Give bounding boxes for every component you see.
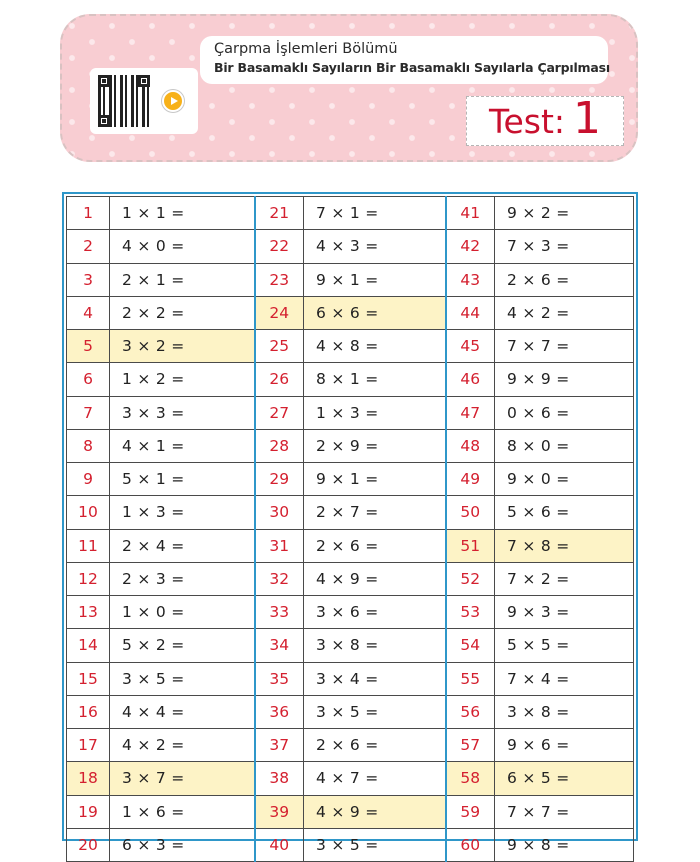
problem-expression[interactable]: 7 × 2 = — [495, 562, 634, 595]
problem-number: 34 — [255, 629, 304, 662]
problem-number: 53 — [446, 596, 495, 629]
problem-expression[interactable]: 4 × 2 = — [495, 296, 634, 329]
problem-expression[interactable]: 9 × 1 = — [304, 263, 446, 296]
problem-expression[interactable]: 1 × 0 = — [110, 596, 255, 629]
problem-expression[interactable]: 4 × 7 = — [304, 762, 446, 795]
problem-expression[interactable]: 2 × 9 = — [304, 429, 446, 462]
problem-expression[interactable]: 7 × 8 = — [495, 529, 634, 562]
problem-expression[interactable]: 6 × 6 = — [304, 296, 446, 329]
problem-number: 30 — [255, 496, 304, 529]
qr-code-icon[interactable] — [98, 75, 150, 127]
problem-number: 50 — [446, 496, 495, 529]
problem-expression[interactable]: 6 × 5 = — [495, 762, 634, 795]
table-row — [67, 463, 634, 496]
problem-expression[interactable]: 8 × 0 = — [495, 429, 634, 462]
table-row — [67, 596, 634, 629]
problem-expression[interactable]: 1 × 3 = — [304, 396, 446, 429]
table-row — [67, 429, 634, 462]
problem-number: 51 — [446, 529, 495, 562]
table-row — [67, 695, 634, 728]
table-row — [67, 230, 634, 263]
problem-number: 17 — [67, 729, 110, 762]
problem-number: 40 — [255, 828, 304, 861]
problem-number: 25 — [255, 330, 304, 363]
problem-number: 3 — [67, 263, 110, 296]
table-row — [67, 562, 634, 595]
problem-expression[interactable]: 4 × 1 = — [110, 429, 255, 462]
qr-finder-icon — [98, 115, 110, 127]
problem-expression[interactable]: 4 × 0 = — [110, 230, 255, 263]
table-row — [67, 795, 634, 828]
problem-expression[interactable]: 1 × 1 = — [110, 197, 255, 230]
problem-number: 6 — [67, 363, 110, 396]
problem-expression[interactable]: 5 × 5 = — [495, 629, 634, 662]
problem-number: 44 — [446, 296, 495, 329]
problem-expression[interactable]: 2 × 4 = — [110, 529, 255, 562]
problem-number: 43 — [446, 263, 495, 296]
problem-expression[interactable]: 9 × 2 = — [495, 197, 634, 230]
table-row — [67, 197, 634, 230]
table-row — [67, 762, 634, 795]
section-title: Çarpma İşlemleri Bölümü — [214, 41, 398, 57]
problem-number: 32 — [255, 562, 304, 595]
table-row — [67, 629, 634, 662]
header-card — [60, 14, 638, 162]
problem-expression[interactable]: 3 × 2 = — [110, 330, 255, 363]
problem-number: 4 — [67, 296, 110, 329]
problem-expression[interactable]: 4 × 8 = — [304, 330, 446, 363]
problem-expression[interactable]: 7 × 1 = — [304, 197, 446, 230]
table-row — [67, 396, 634, 429]
problem-number: 39 — [255, 795, 304, 828]
problem-expression[interactable]: 4 × 9 = — [304, 562, 446, 595]
problem-number: 5 — [67, 330, 110, 363]
problem-expression[interactable]: 1 × 6 = — [110, 795, 255, 828]
problem-expression[interactable]: 6 × 3 = — [110, 828, 255, 861]
problem-expression[interactable]: 2 × 7 = — [304, 496, 446, 529]
problems-table-frame — [62, 192, 638, 854]
problem-number: 23 — [255, 263, 304, 296]
problem-expression[interactable]: 4 × 9 = — [304, 795, 446, 828]
problem-number: 57 — [446, 729, 495, 762]
problem-number: 47 — [446, 396, 495, 429]
problem-expression[interactable]: 3 × 4 = — [304, 662, 446, 695]
problem-number: 42 — [446, 230, 495, 263]
problem-expression[interactable]: 2 × 6 = — [495, 263, 634, 296]
problem-expression[interactable]: 8 × 1 = — [304, 363, 446, 396]
problem-expression[interactable]: 9 × 6 = — [495, 729, 634, 762]
problem-number: 54 — [446, 629, 495, 662]
problem-number: 56 — [446, 695, 495, 728]
problem-expression[interactable]: 3 × 8 = — [304, 629, 446, 662]
problem-expression[interactable]: 2 × 2 = — [110, 296, 255, 329]
problem-number: 7 — [67, 396, 110, 429]
problem-expression[interactable]: 7 × 3 = — [495, 230, 634, 263]
table-row — [67, 529, 634, 562]
problem-number: 1 — [67, 197, 110, 230]
problem-expression[interactable]: 2 × 6 = — [304, 729, 446, 762]
problem-expression[interactable]: 3 × 8 = — [495, 695, 634, 728]
problem-number: 26 — [255, 363, 304, 396]
qr-finder-icon — [138, 75, 150, 87]
problem-expression[interactable]: 4 × 2 = — [110, 729, 255, 762]
title-box — [200, 36, 608, 84]
problem-number: 46 — [446, 363, 495, 396]
problem-number: 24 — [255, 296, 304, 329]
problem-number: 21 — [255, 197, 304, 230]
problem-number: 12 — [67, 562, 110, 595]
problem-expression[interactable]: 7 × 7 = — [495, 330, 634, 363]
problem-number: 2 — [67, 230, 110, 263]
problem-number: 60 — [446, 828, 495, 861]
problem-number: 15 — [67, 662, 110, 695]
problem-number: 29 — [255, 463, 304, 496]
problem-expression[interactable]: 3 × 7 = — [110, 762, 255, 795]
problem-number: 27 — [255, 396, 304, 429]
problem-number: 33 — [255, 596, 304, 629]
table-row — [67, 296, 634, 329]
problem-expression[interactable]: 3 × 6 = — [304, 596, 446, 629]
problem-expression[interactable]: 7 × 7 = — [495, 795, 634, 828]
qr-finder-icon — [98, 75, 110, 87]
problem-expression[interactable]: 9 × 8 = — [495, 828, 634, 861]
problem-number: 59 — [446, 795, 495, 828]
problem-number: 36 — [255, 695, 304, 728]
table-row — [67, 330, 634, 363]
table-row — [67, 729, 634, 762]
problem-number: 22 — [255, 230, 304, 263]
problem-number: 49 — [446, 463, 495, 496]
problem-number: 41 — [446, 197, 495, 230]
problem-number: 52 — [446, 562, 495, 595]
problem-expression[interactable]: 1 × 3 = — [110, 496, 255, 529]
problem-number: 8 — [67, 429, 110, 462]
problem-expression[interactable]: 2 × 6 = — [304, 529, 446, 562]
problem-expression[interactable]: 9 × 0 = — [495, 463, 634, 496]
problem-expression[interactable]: 5 × 2 = — [110, 629, 255, 662]
problem-expression[interactable]: 7 × 4 = — [495, 662, 634, 695]
problem-number: 31 — [255, 529, 304, 562]
problem-expression[interactable]: 9 × 3 = — [495, 596, 634, 629]
problem-number: 58 — [446, 762, 495, 795]
test-badge — [466, 93, 624, 146]
problems-table — [66, 196, 634, 862]
problem-expression[interactable]: 3 × 5 = — [304, 695, 446, 728]
problem-number: 18 — [67, 762, 110, 795]
table-row — [67, 363, 634, 396]
problem-number: 10 — [67, 496, 110, 529]
problem-expression[interactable]: 4 × 4 = — [110, 695, 255, 728]
problem-number: 35 — [255, 662, 304, 695]
problem-number: 9 — [67, 463, 110, 496]
problem-number: 28 — [255, 429, 304, 462]
play-icon[interactable] — [162, 90, 184, 112]
problem-number: 20 — [67, 828, 110, 861]
table-row — [67, 662, 634, 695]
table-row — [67, 828, 634, 861]
qr-box — [90, 68, 198, 134]
problem-expression[interactable]: 1 × 2 = — [110, 363, 255, 396]
problem-expression[interactable]: 4 × 3 = — [304, 230, 446, 263]
problem-number: 55 — [446, 662, 495, 695]
problem-expression[interactable]: 9 × 9 = — [495, 363, 634, 396]
problem-expression[interactable]: 5 × 1 = — [110, 463, 255, 496]
test-number: 1 — [573, 93, 602, 144]
problem-expression[interactable]: 3 × 5 = — [304, 828, 446, 861]
problem-number: 11 — [67, 529, 110, 562]
problem-expression[interactable]: 3 × 5 = — [110, 662, 255, 695]
problem-expression[interactable]: 9 × 1 = — [304, 463, 446, 496]
problem-number: 37 — [255, 729, 304, 762]
problem-expression[interactable]: 0 × 6 = — [495, 396, 634, 429]
test-label: Test: — [488, 102, 566, 141]
table-row — [67, 263, 634, 296]
problem-number: 14 — [67, 629, 110, 662]
section-subtitle: Bir Basamaklı Sayıların Bir Basamaklı Sayılarla Çarpılması — [214, 60, 610, 75]
problem-number: 19 — [67, 795, 110, 828]
problem-number: 38 — [255, 762, 304, 795]
problem-number: 16 — [67, 695, 110, 728]
problem-number: 45 — [446, 330, 495, 363]
problem-number: 13 — [67, 596, 110, 629]
problem-number: 48 — [446, 429, 495, 462]
problem-expression[interactable]: 2 × 1 = — [110, 263, 255, 296]
problem-expression[interactable]: 2 × 3 = — [110, 562, 255, 595]
problem-expression[interactable]: 5 × 6 = — [495, 496, 634, 529]
table-row — [67, 496, 634, 529]
problem-expression[interactable]: 3 × 3 = — [110, 396, 255, 429]
